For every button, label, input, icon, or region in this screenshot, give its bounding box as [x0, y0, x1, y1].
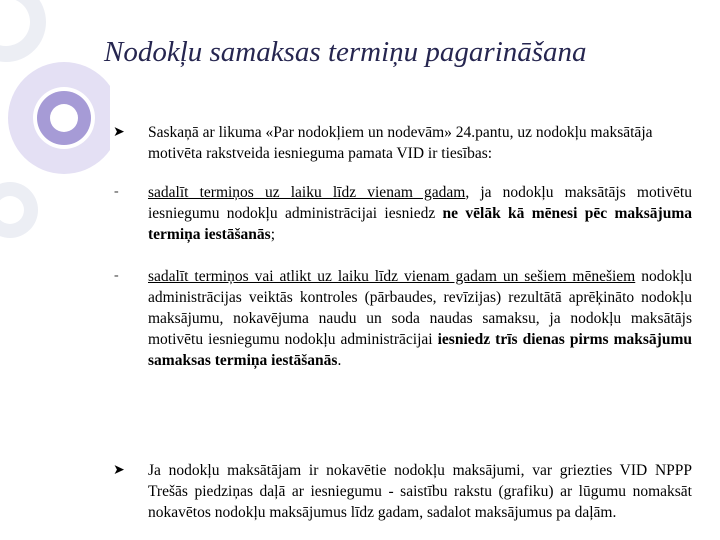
paragraph-3-underlined: sadalīt termiņos vai atlikt uz laiku līdz vienam gadam un sešiem mēnešiem	[148, 268, 636, 285]
arrow-bullet-icon: ➤	[113, 125, 125, 140]
paragraph-2-end: ;	[270, 226, 276, 243]
paragraph-2	[148, 182, 692, 245]
paragraph-1: Saskaņā ar likuma «Par nodokļiem un nodevām» 24.pantu, uz nodokļu maksātāja motivēta rakstveida iesnieguma pamata VID ir tiesības:	[148, 124, 653, 162]
decorative-circles-graphic	[0, 0, 110, 260]
dash-bullet-icon: -	[114, 268, 119, 283]
paragraph-3	[148, 266, 692, 371]
paragraph-3-end: .	[337, 352, 342, 369]
paragraph-2-text: , ja nodokļu maksātājs motivētu iesniegumu nodokļu administrācijai iesniedz	[148, 184, 692, 222]
paragraph-3-bold: iesniedz trīs dienas pirms maksājumu samaksas termiņa iestāšanās	[148, 331, 692, 369]
paragraph-3-text: nodokļu administrācijas veiktās kontroles (pārbaudes, revīzijas) rezultātā aprēķināto nodokļu maksājumu, nokavējuma naudu un soda naudas samaksu, ja nodokļu maksātājs motivētu iesniegumu nodokļu administrācijai	[148, 268, 693, 348]
paragraph-2-underlined: sadalīt termiņos uz laiku līdz vienam gadam	[148, 184, 466, 201]
paragraph-2-bold: ne vēlāk kā mēnesi pēc maksājuma termiņa iestāšanās	[148, 205, 692, 243]
paragraph-4: Ja nodokļu maksātājam ir nokavētie nodokļu maksājumi, var griezties VID NPPP Trešās piedziņas daļā ar iesniegumu - saistību rakstu (grafiku) ar lūgumu nomaksāt nokavētos nodokļu maksājumus līdz gadam, sadalot maksājumus pa daļām.	[148, 462, 692, 521]
page-title: Nodokļu samaksas termiņu pagarināšana	[104, 36, 587, 68]
dash-bullet-icon: -	[114, 184, 119, 199]
arrow-bullet-icon: ➤	[113, 463, 125, 478]
